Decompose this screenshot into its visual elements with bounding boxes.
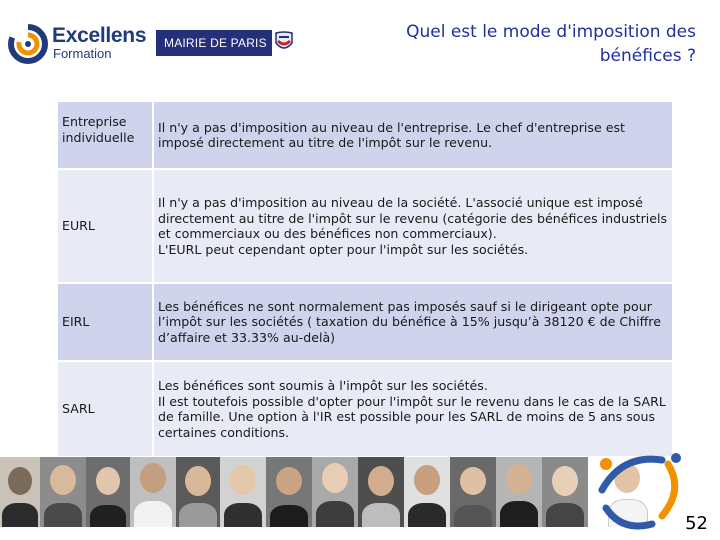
portrait-image	[220, 457, 266, 527]
mairie-banner	[156, 30, 272, 56]
row-description-text: Il n'y a pas d'imposition au niveau de l'entreprise. Le chef d'entreprise est imposé directement au titre de l'impôt sur le revenu.	[158, 119, 625, 150]
portrait-image	[86, 457, 130, 527]
row-label: Entreprise individuelle	[57, 101, 153, 169]
table-row	[57, 169, 673, 283]
row-description	[153, 169, 673, 283]
row-description	[153, 101, 673, 169]
portrait-image	[312, 457, 358, 527]
mairie-de-paris-logo	[156, 30, 294, 58]
excellens-logo-icon	[8, 24, 50, 64]
portrait-image	[496, 457, 542, 527]
portrait-image	[358, 457, 404, 527]
portrait-image	[450, 457, 496, 527]
portrait-image	[542, 457, 588, 527]
table-row	[57, 283, 673, 361]
brand-name: Excellens	[52, 24, 147, 47]
page-number: 52	[685, 513, 708, 534]
row-description	[153, 361, 673, 457]
portrait-image	[404, 457, 450, 527]
row-label: EURL	[57, 169, 153, 283]
row-label: SARL	[57, 361, 153, 457]
page-title	[296, 20, 696, 68]
page-title-text: Quel est le mode d'imposition des bénéfices ?	[406, 22, 696, 66]
row-description-text: Il n'y a pas d'imposition au niveau de la société. L'associé unique est imposé directement au titre de l'impôt sur le revenu (catégorie des bénéfices industriels et commerciaux ou des bénéfices non commerciaux). L'EURL peut cependant opter pour l'impôt sur les sociétés.	[158, 195, 668, 257]
row-description-text: Les bénéfices ne sont normalement pas imposés sauf si le dirigeant opte pour l’impôt sur les sociétés ( taxation du bénéfice à 15% jusqu’à 38120 € de Chiffre d’affaire et 33.33% au-delà)	[158, 298, 661, 345]
excellens-swoosh-icon	[592, 450, 688, 532]
imposition-table	[56, 100, 674, 458]
table-row	[57, 101, 673, 169]
paris-emblem-icon	[274, 31, 294, 55]
row-description	[153, 283, 673, 361]
portrait-image	[176, 457, 220, 527]
row-label: EIRL	[57, 283, 153, 361]
brand-sub: Formation	[53, 46, 112, 61]
portrait-image	[40, 457, 86, 527]
portrait-image	[0, 457, 40, 527]
portrait-image	[130, 457, 176, 527]
excellens-logo	[8, 22, 148, 66]
portrait-image	[266, 457, 312, 527]
row-description-text: Les bénéfices sont soumis à l'impôt sur les sociétés. Il est toutefois possible d'opter pour l'impôt sur le revenu dans le cas de la SARL de famille. Une option à l'IR est possible pour les SARL de moins de 5 ans sous certaines conditions.	[158, 378, 666, 440]
table-row	[57, 361, 673, 457]
mairie-label: MAIRIE DE PARIS	[164, 36, 267, 50]
